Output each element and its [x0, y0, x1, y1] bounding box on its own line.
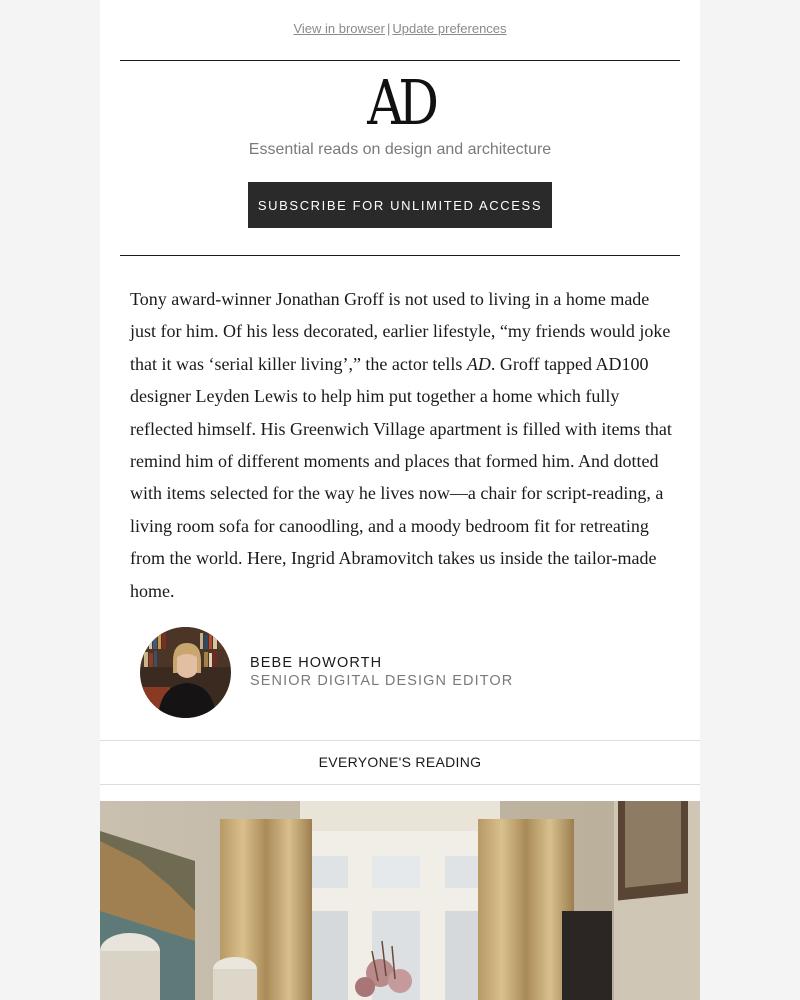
author-name[interactable]: BEBE HOWORTH	[250, 655, 383, 671]
hero-image[interactable]	[100, 801, 700, 1000]
ad-logo[interactable]: AD	[366, 66, 433, 139]
article-text-2: . Groff tapped AD100 designer Leyden Lewis to help him put together a home which fully reflected himself. His Greenwich Village apartment is filled with items that remind him of different moments and places that formed him. And dotted with items selected for the way he lives now—a chair for script-reading, a living room sofa for canoodling, and a moody bedroom fit for retreating from the world. Here, Ingrid Abramovitch takes us inside the tailor-made home.	[130, 353, 672, 601]
everyones-reading-heading: EVERYONE'S READING	[100, 740, 700, 785]
subscribe-button[interactable]: SUBSCRIBE FOR UNLIMITED ACCESS	[248, 182, 552, 228]
article-text-1: Tony award-winner Jonathan Groff is not used to living in a home made just for him. Of his less decorated, earlier lifestyle, “my friends would joke that it was ‘serial killer living’,” the actor tells	[130, 289, 671, 374]
interior-photo	[100, 801, 700, 1000]
top-divider	[120, 60, 680, 61]
article-paragraph	[130, 283, 675, 607]
article-magazine-name: AD	[466, 353, 491, 374]
link-separator: |	[386, 21, 391, 36]
header-bottom-divider	[120, 255, 680, 256]
tagline: Essential reads on design and architecture	[248, 141, 552, 158]
author-block	[140, 627, 660, 719]
newsletter-card	[100, 0, 700, 1000]
author-photo	[140, 627, 231, 718]
view-in-browser-link[interactable]: View in browser	[293, 21, 385, 36]
article-intro	[130, 283, 675, 607]
header-links	[100, 21, 700, 36]
author-role: SENIOR DIGITAL DESIGN EDITOR	[250, 673, 514, 689]
avatar	[140, 627, 231, 718]
update-preferences-link[interactable]: Update preferences	[392, 21, 507, 36]
